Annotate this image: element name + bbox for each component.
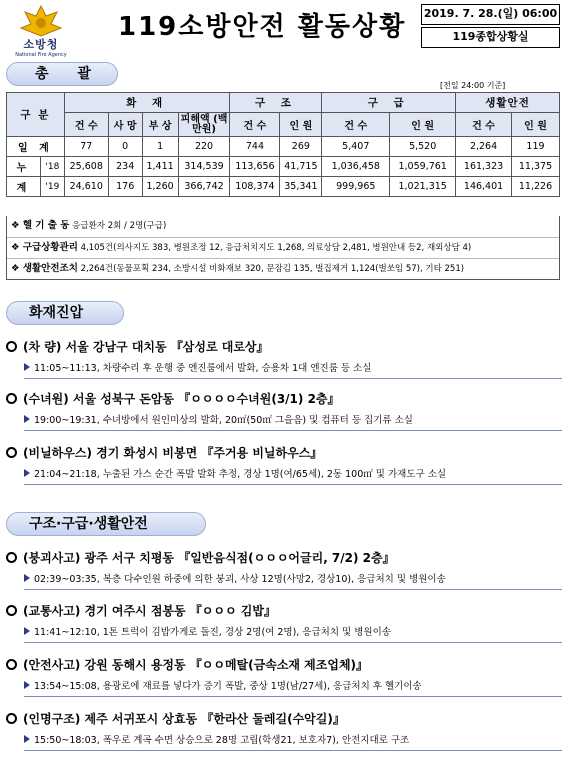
table-cell: 25,608 bbox=[64, 157, 108, 177]
bullet-circle-icon bbox=[6, 659, 17, 670]
bullet-circle-icon bbox=[6, 605, 17, 616]
table-cell: 999,965 bbox=[322, 177, 390, 197]
department-name: 119종합상황실 bbox=[421, 27, 560, 48]
incident-item bbox=[6, 655, 562, 697]
summary-banner: 총 괄 bbox=[6, 62, 118, 86]
table-row bbox=[7, 177, 560, 197]
table-cell: 108,374 bbox=[230, 177, 280, 197]
header-gubun: 구 분 bbox=[7, 93, 65, 137]
incident-title: (수녀원) 서울 성북구 돈암동 『ㅇㅇㅇㅇ수녀원(3/1) 2층』 bbox=[23, 392, 340, 406]
table-cell: 0 bbox=[108, 137, 142, 157]
header-damage: 피해액 (백만원) bbox=[178, 113, 230, 137]
table-cell: 269 bbox=[280, 137, 322, 157]
header-ems: 구 급 bbox=[322, 93, 456, 113]
row-label: 계 bbox=[7, 177, 41, 197]
table-cell: 744 bbox=[230, 137, 280, 157]
bullet-circle-icon bbox=[6, 393, 17, 404]
incident-detail: 15:50~18:03, 폭우로 계곡 수면 상승으로 28명 고립(학생21, 보호자7), 안전지대로 구조 bbox=[34, 735, 410, 746]
row-year: '18 bbox=[40, 157, 64, 177]
table-header-row-2 bbox=[7, 113, 560, 137]
triangle-bullet-icon bbox=[24, 681, 30, 689]
header-fire-count: 건 수 bbox=[64, 113, 108, 137]
table-cell: 2,264 bbox=[456, 137, 512, 157]
table-cell: 5,520 bbox=[390, 137, 456, 157]
logo-subtext: National Fire Agency bbox=[15, 52, 67, 58]
row-label: 누 bbox=[7, 157, 41, 177]
table-cell: 11,375 bbox=[512, 157, 560, 177]
incident-title: (교통사고) 경기 여주시 점봉동 『ㅇㅇㅇ 김밥』 bbox=[23, 604, 276, 618]
agency-logo bbox=[6, 4, 76, 58]
triangle-bullet-icon bbox=[24, 363, 30, 371]
header-injury: 부 상 bbox=[142, 113, 178, 137]
row-year: '19 bbox=[40, 177, 64, 197]
table-cell: 146,401 bbox=[456, 177, 512, 197]
table-cell: 5,407 bbox=[322, 137, 390, 157]
table-cell: 24,610 bbox=[64, 177, 108, 197]
table-row bbox=[7, 157, 560, 177]
triangle-bullet-icon bbox=[24, 735, 30, 743]
incident-title: (안전사고) 강원 동해시 용정동 『ㅇㅇ메탈(금속소재 제조업체)』 bbox=[23, 658, 369, 672]
table-cell: 314,539 bbox=[178, 157, 230, 177]
incident-item bbox=[6, 337, 562, 379]
incident-detail: 11:05~11:13, 차량수리 후 운행 중 엔진룸에서 발화, 승용차 1대 엔진룸 등 소실 bbox=[34, 363, 372, 374]
table-cell: 1,036,458 bbox=[322, 157, 390, 177]
note-title: ❖ 헬 기 출 동 bbox=[11, 220, 70, 231]
table-cell: 366,742 bbox=[178, 177, 230, 197]
bullet-circle-icon bbox=[6, 713, 17, 724]
table-cell: 77 bbox=[64, 137, 108, 157]
triangle-bullet-icon bbox=[24, 469, 30, 477]
table-cell: 35,341 bbox=[280, 177, 322, 197]
rescue-section-banner: 구조·구급·생활안전 bbox=[6, 512, 206, 536]
header-life-count: 건 수 bbox=[456, 113, 512, 137]
summary-notes bbox=[6, 216, 560, 280]
note-text: 응급환자 2회 / 2명(구급) bbox=[69, 221, 167, 231]
table-cell: 1,021,315 bbox=[390, 177, 456, 197]
incident-detail: 19:00~19:31, 수녀방에서 원인미상의 발화, 20㎡(50㎡ 그을음) 및 컴퓨터 등 집기류 소실 bbox=[34, 415, 413, 426]
note-helicopter bbox=[7, 216, 559, 237]
table-cell: 113,656 bbox=[230, 157, 280, 177]
report-date: 2019. 7. 28.(일) 06:00 bbox=[421, 4, 560, 25]
fire-section-banner: 화재진압 bbox=[6, 301, 124, 325]
header-death: 사 망 bbox=[108, 113, 142, 137]
table-cell: 11,226 bbox=[512, 177, 560, 197]
header-life-persons: 인 원 bbox=[512, 113, 560, 137]
note-title: ❖ 구급상황관리 bbox=[11, 242, 78, 253]
statistics-table bbox=[6, 92, 560, 197]
triangle-bullet-icon bbox=[24, 415, 30, 423]
incident-title: (인명구조) 제주 서귀포시 상효동 『한라산 둘레길(수악길)』 bbox=[23, 712, 345, 726]
header-ems-count: 건 수 bbox=[322, 113, 390, 137]
page-title: 119소방안전 활동상황 bbox=[118, 12, 407, 42]
incident-item bbox=[6, 548, 562, 590]
logo-text: 소방청 bbox=[23, 38, 59, 51]
incident-detail: 11:41~12:10, 1톤 트럭이 김밥가게로 돌진, 경상 2명(여 2명), 응급처치 및 병원이송 bbox=[34, 627, 391, 638]
table-header-row-1 bbox=[7, 93, 560, 113]
reference-time: [전일 24:00 기준] bbox=[440, 81, 506, 90]
table-cell: 119 bbox=[512, 137, 560, 157]
incident-title: (붕괴사고) 광주 서구 치평동 『일반음식점(ㅇㅇㅇ어글리, 7/2) 2층』 bbox=[23, 551, 395, 565]
header-rescue-count: 건 수 bbox=[230, 113, 280, 137]
bullet-circle-icon bbox=[6, 447, 17, 458]
incident-detail: 02:39~03:35, 복층 다수인원 하중에 의한 붕괴, 사상 12명(사망2, 경상10), 응급처치 및 병원이송 bbox=[34, 574, 446, 585]
row-label: 일 계 bbox=[7, 137, 65, 157]
note-life-safety bbox=[7, 258, 559, 279]
table-cell: 1,411 bbox=[142, 157, 178, 177]
note-title: ❖ 생활안전조치 bbox=[11, 263, 78, 274]
incident-item bbox=[6, 601, 562, 643]
table-cell: 234 bbox=[108, 157, 142, 177]
header-fire: 화 재 bbox=[64, 93, 230, 113]
header-rescue-persons: 인 원 bbox=[280, 113, 322, 137]
incident-item bbox=[6, 389, 562, 431]
table-cell: 1,260 bbox=[142, 177, 178, 197]
bullet-circle-icon bbox=[6, 552, 17, 563]
note-ems-management bbox=[7, 237, 559, 258]
incident-title: (비닐하우스) 경기 화성시 비봉면 『주거용 비닐하우스』 bbox=[23, 446, 323, 460]
incident-item bbox=[6, 443, 562, 485]
header-rescue: 구 조 bbox=[230, 93, 322, 113]
incident-detail: 21:04~21:18, 누출된 가스 순간 폭발 발화 추정, 경상 1명(여/65세), 2동 100㎡ 및 가재도구 소실 bbox=[34, 469, 447, 480]
header-ems-persons: 인 원 bbox=[390, 113, 456, 137]
table-cell: 41,715 bbox=[280, 157, 322, 177]
incident-detail: 13:54~15:08, 용광로에 재료를 넣다가 증기 폭발, 중상 1명(남/27세), 응급처치 후 헬기이송 bbox=[34, 681, 422, 692]
triangle-bullet-icon bbox=[24, 574, 30, 582]
table-cell: 1,059,761 bbox=[390, 157, 456, 177]
bullet-circle-icon bbox=[6, 341, 17, 352]
table-cell: 1 bbox=[142, 137, 178, 157]
triangle-bullet-icon bbox=[24, 627, 30, 635]
table-row bbox=[7, 137, 560, 157]
table-cell: 176 bbox=[108, 177, 142, 197]
incident-item bbox=[6, 709, 562, 751]
header-life-safety: 생활안전 bbox=[456, 93, 560, 113]
table-cell: 161,323 bbox=[456, 157, 512, 177]
fire-agency-emblem-icon bbox=[19, 4, 63, 38]
incident-title: (차 량) 서울 강남구 대치동 『삼성로 대로상』 bbox=[23, 340, 269, 354]
note-text: 2,264건(동물포획 234, 소방시설 비화재보 320, 문잠김 135, 벌집제거 1,124(벌쏘임 57), 기타 251) bbox=[77, 264, 465, 274]
table-cell: 220 bbox=[178, 137, 230, 157]
note-text: 4,105건(의사지도 383, 병원조정 12, 응급처치지도 1,268, 의료상담 2,481, 병원안내 등2, 재외상담 4) bbox=[77, 243, 472, 253]
